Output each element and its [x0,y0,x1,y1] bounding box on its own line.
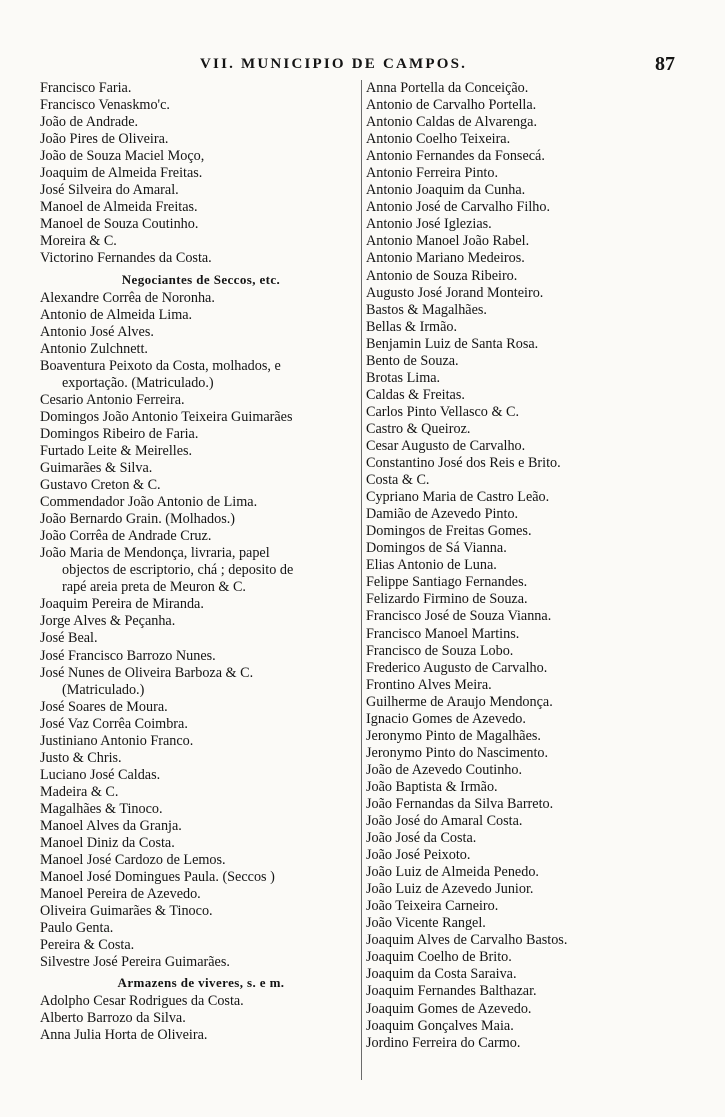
list-item: João José da Costa. [366,830,477,847]
list-item: João Pires de Oliveira. [40,131,169,148]
list-item: Antonio Ferreira Pinto. [366,165,499,182]
list-item: Victorino Fernandes da Costa. [40,250,212,267]
left-column [40,80,362,1045]
list-item: Felippe Santiago Fernandes. [366,574,528,591]
top-entry-list [40,80,362,268]
list-item: Joaquim Coelho de Brito. [366,949,512,966]
page-number: 87 [655,53,675,75]
list-item: Jordino Ferreira do Carmo. [366,1034,521,1051]
list-item: Anna Portella da Conceição. [366,80,529,96]
list-item: Francisco José de Souza Vianna. [366,608,552,625]
list-item: Jeronymo Pinto de Magalhães. [366,727,541,744]
list-item: Antonio Joaquim da Cunha. [366,182,526,199]
list-item-continuation: objectos de escriptorio, chá ; deposito de [62,562,294,579]
list-item: Francisco Venaskmo'c. [40,97,170,114]
list-item: Joaquim da Costa Saraiva. [366,966,517,983]
list-item: Manoel Pereira de Azevedo. [40,886,201,903]
list-item: Oliveira Guimarães & Tinoco. [40,903,213,920]
list-item: Manoel de Almeida Freitas. [40,199,198,216]
list-item: João Baptista & Irmão. [366,778,498,795]
list-item: Manoel José Cardozo de Lemos. [40,852,226,869]
list-item: Costa & C. [366,472,430,489]
list-item: Caldas & Freitas. [366,386,465,403]
list-item: José Vaz Corrêa Coimbra. [40,715,188,732]
list-item: Paulo Genta. [40,920,114,937]
list-item: Elias Antonio de Luna. [366,557,497,574]
list-item: Alberto Barrozo da Silva. [40,1010,186,1027]
list-item: Frederico Augusto de Carvalho. [366,659,548,676]
list-item: Joaquim Fernandes Balthazar. [366,983,537,1000]
list-item: Francisco Manoel Martins. [366,625,520,642]
list-item: Bento de Souza. [366,352,459,369]
list-item: Bastos & Magalhães. [366,301,487,318]
list-item: Jorge Alves & Peçanha. [40,613,176,630]
list-item: Anna Julia Horta de Oliveira. [40,1027,208,1044]
list-item: Carlos Pinto Vellasco & C. [366,403,520,420]
list-item: Domingos Ribeiro de Faria. [40,425,199,442]
list-item: Antonio Manoel João Rabel. [366,233,530,250]
list-item: Joaquim Gonçalves Maia. [366,1017,514,1034]
list-item: Cesario Antonio Ferreira. [40,391,185,408]
list-item: Manoel Alves da Granja. [40,817,182,834]
list-item: Joaquim de Almeida Freitas. [40,165,203,182]
armazens-entry-list [40,993,362,1044]
list-item: Furtado Leite & Meirelles. [40,442,193,459]
list-item: Domingos de Sá Vianna. [366,540,507,557]
list-item-continuation: rapé areia preta de Meuron & C. [62,579,246,596]
list-item: Antonio Mariano Medeiros. [366,250,525,267]
list-item: Felizardo Firmino de Souza. [366,591,528,608]
list-item: José Silveira do Amaral. [40,182,179,199]
list-item: João Bernardo Grain. (Molhados.) [40,511,236,528]
list-item: Antonio Zulchnett. [40,340,148,357]
list-item: Pereira & Costa. [40,937,135,954]
list-item: João Corrêa de Andrade Cruz. [40,528,212,545]
section-heading-seccos: Negociantes de Seccos, etc. [121,271,281,287]
list-item: Antonio de Almeida Lima. [40,306,193,323]
list-item: Luciano José Caldas. [40,766,161,783]
section-heading-armazens: Armazens de viveres, s. e m. [117,975,285,991]
list-item: Commendador João Antonio de Lima. [40,494,258,511]
list-item: Joaquim Alves de Carvalho Bastos. [366,932,568,949]
list-item: Antonio José de Carvalho Filho. [366,199,551,216]
list-item: Benjamin Luiz de Santa Rosa. [366,335,539,352]
list-item: Bellas & Irmão. [366,318,458,335]
list-item: Antonio de Carvalho Portella. [366,97,537,114]
list-item: Domingos João Antonio Teixeira Guimarães [40,408,293,425]
list-item: Antonio Fernandes da Fonsecá. [366,148,545,165]
list-item: Cypriano Maria de Castro Leão. [366,489,550,506]
list-item: Moreira & C. [40,233,117,250]
list-item: Antonio Caldas de Alvarenga. [366,114,537,131]
list-item: Manoel Diniz da Costa. [40,835,175,852]
list-item: Francisco Faria. [40,80,132,96]
running-title: VII. MUNICIPIO DE CAMPOS. [200,56,468,72]
list-item: João de Souza Maciel Moço, [40,148,205,165]
list-item: Castro & Queiroz. [366,420,471,437]
list-item: João José do Amaral Costa. [366,813,523,830]
list-item: José Nunes de Oliveira Barboza & C. [40,664,254,681]
list-item: Antonio de Souza Ribeiro. [366,267,518,284]
list-item: José Francisco Barrozo Nunes. [40,647,216,664]
list-item: Francisco de Souza Lobo. [366,642,514,659]
list-item: João José Peixoto. [366,847,471,864]
list-item: Guilherme de Araujo Mendonça. [366,693,553,710]
list-item: Cesar Augusto de Carvalho. [366,437,526,454]
list-item-continuation: exportação. (Matriculado.) [62,374,214,391]
list-item: Alexandre Corrêa de Noronha. [40,289,215,306]
list-item: Jeronymo Pinto do Nascimento. [366,744,549,761]
list-item: Manoel de Souza Coutinho. [40,216,199,233]
list-item: Domingos de Freitas Gomes. [366,523,532,540]
list-item: Antonio Coelho Teixeira. [366,131,511,148]
list-item: Damião de Azevedo Pinto. [366,506,519,523]
list-item: Gustavo Creton & C. [40,477,161,494]
list-item: Manoel José Domingues Paula. (Seccos ) [40,869,275,886]
list-item: João Maria de Mendonça, livraria, papel [40,545,270,562]
list-item: João Teixeira Carneiro. [366,898,499,915]
list-item: Justo & Chris. [40,749,122,766]
list-item: José Soares de Moura. [40,698,168,715]
list-item: Madeira & C. [40,783,119,800]
list-item: Joaquim Pereira de Miranda. [40,596,204,613]
list-item: Frontino Alves Meira. [366,676,492,693]
list-item: João de Azevedo Coutinho. [366,761,523,778]
list-item: João Luiz de Almeida Penedo. [366,864,539,881]
list-item: João Luiz de Azevedo Junior. [366,881,534,898]
list-item: Ignacio Gomes de Azevedo. [366,710,526,727]
list-item: José Beal. [40,630,98,647]
seccos-entry-list [40,290,362,972]
list-item: João Fernandas da Silva Barreto. [366,795,554,812]
right-column [366,80,686,1052]
list-item: Antonio José Alves. [40,323,154,340]
list-item: João de Andrade. [40,114,139,131]
list-item: Magalhães & Tinoco. [40,800,163,817]
list-item: Justiniano Antonio Franco. [40,732,194,749]
list-item: Brotas Lima. [366,369,441,386]
list-item: Boaventura Peixoto da Costa, molhados, e [40,357,281,374]
list-item-continuation: (Matriculado.) [62,681,145,698]
list-item: Silvestre José Pereira Guimarães. [40,954,230,971]
list-item: Antonio José Iglezias. [366,216,492,233]
page-header [0,53,725,80]
list-item: Guimarães & Silva. [40,459,153,476]
list-item: Augusto José Jorand Monteiro. [366,284,544,301]
list-item: Joaquim Gomes de Azevedo. [366,1000,532,1017]
list-item: Adolpho Cesar Rodrigues da Costa. [40,993,244,1010]
list-item: João Vicente Rangel. [366,915,486,932]
list-item: Constantino José dos Reis e Brito. [366,455,561,472]
